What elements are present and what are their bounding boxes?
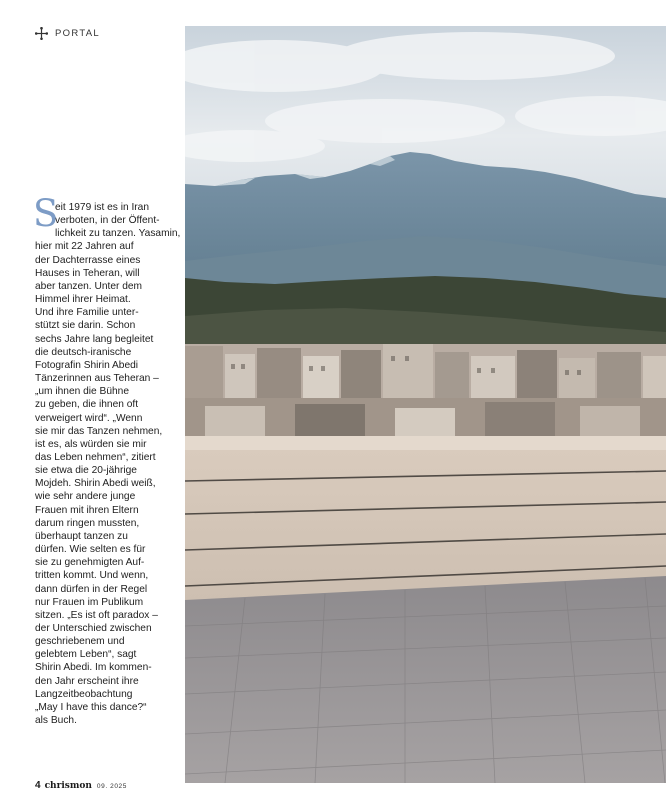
article-line: dürfen. Wie selten es für (35, 544, 146, 556)
article-line: stützt sie darin. Schon (35, 320, 136, 332)
article-line: der Dachterrasse eines (35, 254, 141, 266)
article-line: die deutsch-iranische (35, 346, 132, 358)
parapet-cap (185, 436, 666, 450)
article-line: lichkeit zu tanzen. Yasamin, (55, 228, 181, 240)
article-line: tritten kommt. Und wenn, (35, 570, 149, 582)
article-line: Langzeitbeobachtung (35, 688, 133, 700)
article-line: sie mir das Tanzen nehmen, (35, 425, 163, 437)
article-line: Frauen mit ihren Eltern (35, 504, 139, 516)
article-line: dann dürfen in der Regel (35, 583, 148, 595)
article-line: als Buch. (35, 715, 77, 727)
article-line: hier mit 22 Jahren auf (35, 241, 134, 253)
drop-cap: S (33, 192, 59, 235)
portal-cross-icon (35, 27, 48, 40)
city-buildings (185, 344, 666, 444)
article-line: sie etwa die 20-jährige (35, 465, 137, 477)
article-line: zu geben, die ihnen oft (35, 399, 139, 411)
article-line: Fotografin Shirin Abedi (35, 359, 139, 371)
page-number: 4 (35, 780, 41, 791)
article-line: „um ihnen die Bühne (35, 386, 130, 398)
rooftop-photo (185, 26, 666, 783)
page-footer (35, 780, 127, 791)
article-line: wie sehr andere junge (35, 491, 136, 503)
article-line: sitzen. „Es ist oft paradox – (35, 609, 158, 621)
article-line: ist es, als würden sie mir (35, 438, 147, 450)
article-line: Tänzerinnen aus Teheran – (35, 373, 159, 385)
section-header (35, 26, 100, 40)
article-line: das Leben nehmen“, zitiert (35, 451, 156, 463)
issue-date: 09. 2025 (96, 783, 127, 790)
article-line: sechs Jahre lang begleitet (35, 333, 154, 345)
article-line: darum ringen mussten, (35, 517, 140, 529)
floor (185, 576, 666, 783)
article-line: aber tanzen. Unter dem (35, 280, 143, 292)
section-label: PORTAL (55, 27, 100, 39)
article-line: gelebtem Leben“, sagt (35, 649, 137, 661)
article-line: der Unterschied zwischen (35, 623, 152, 634)
article-line: verweigert wird“. „Wenn (35, 412, 143, 424)
article-line: nur Frauen im Publikum (35, 596, 144, 608)
article-line: den Jahr erscheint ihre (35, 675, 139, 687)
article-line: verboten, in der Öffent- (55, 215, 160, 227)
article-text (33, 192, 181, 727)
article-line: sie zu genehmigten Auf- (35, 557, 145, 569)
article-line: Himmel ihrer Heimat. (35, 294, 131, 306)
article-line: eit 1979 ist es in Iran (55, 202, 150, 213)
magazine-name: chrismon (44, 781, 92, 791)
article-line: Hauses in Teheran, will (35, 267, 140, 279)
article-line: geschriebenem und (35, 636, 125, 648)
article-line: überhaupt tanzen zu (35, 530, 128, 542)
article-line: Und ihre Familie unter- (35, 307, 139, 319)
article-line: Mojdeh. Shirin Abedi weiß, (35, 478, 156, 490)
article-line: Shirin Abedi. Im kommen- (35, 662, 152, 674)
article-line: „May I have this dance?“ (35, 701, 147, 713)
